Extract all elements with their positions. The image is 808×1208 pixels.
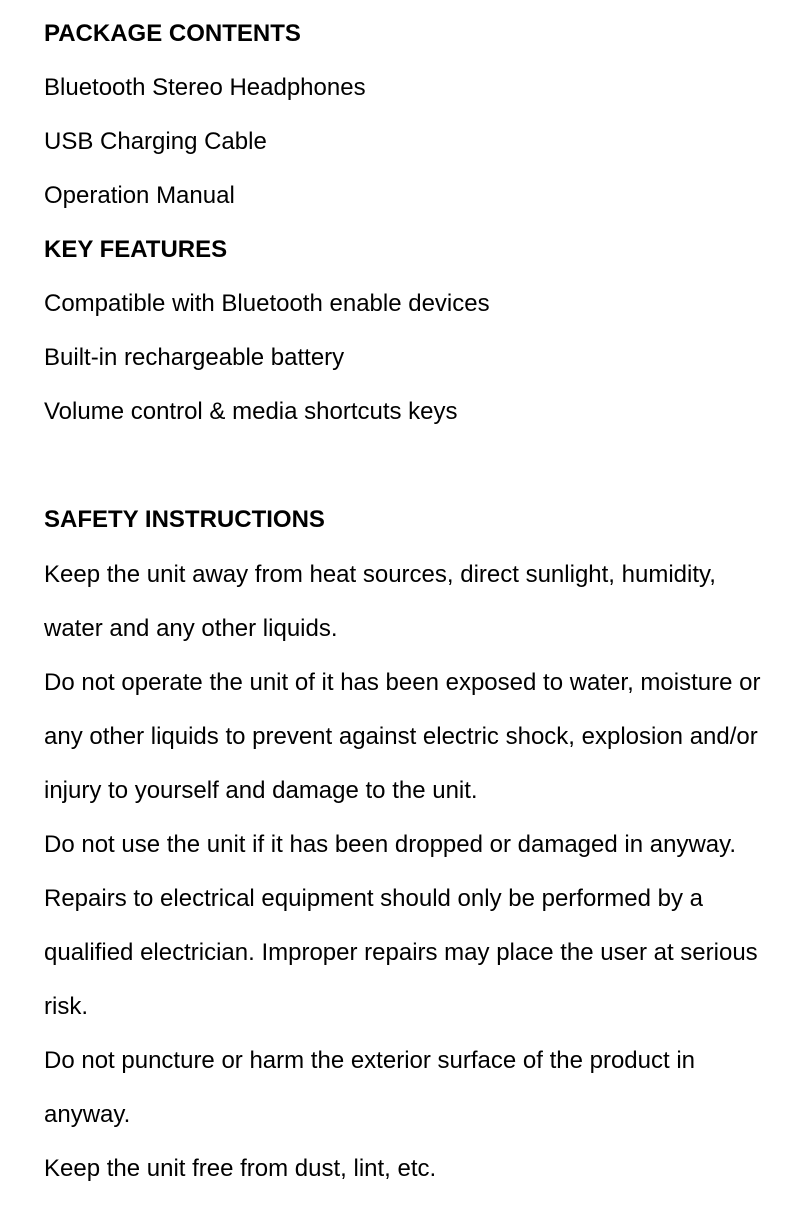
safety-text-line: Repairs to electrical equipment should only be performed by a (44, 885, 704, 912)
package-item: Bluetooth Stereo Headphones (44, 74, 366, 101)
feature-item: Built-in rechargeable battery (44, 344, 345, 371)
safety-text-line: Do not puncture or harm the exterior surface of the product in (44, 1047, 696, 1074)
safety-text-line: risk. (44, 993, 88, 1020)
safety-instructions-heading: SAFETY INSTRUCTIONS (44, 506, 325, 533)
safety-text-line: injury to yourself and damage to the unit. (44, 777, 478, 804)
safety-text-line: Do not operate the unit of it has been exposed to water, moisture or (44, 669, 761, 696)
package-contents-heading: PACKAGE CONTENTS (44, 20, 301, 47)
key-features-heading: KEY FEATURES (44, 236, 228, 263)
safety-text-line: any other liquids to prevent against electric shock, explosion and/or (44, 723, 758, 750)
feature-item: Volume control & media shortcuts keys (44, 398, 458, 425)
safety-text-line: Keep the unit free from dust, lint, etc. (44, 1155, 437, 1182)
package-item: Operation Manual (44, 182, 235, 209)
package-item: USB Charging Cable (44, 128, 267, 155)
safety-text-line: Do not use the unit if it has been dropped or damaged in anyway. (44, 831, 737, 858)
feature-item: Compatible with Bluetooth enable devices (44, 290, 490, 317)
safety-text-line: anyway. (44, 1101, 131, 1128)
safety-text-line: water and any other liquids. (44, 615, 338, 642)
safety-text-line: Keep the unit away from heat sources, direct sunlight, humidity, (44, 561, 716, 588)
safety-text-line: qualified electrician. Improper repairs may place the user at serious (44, 939, 758, 966)
